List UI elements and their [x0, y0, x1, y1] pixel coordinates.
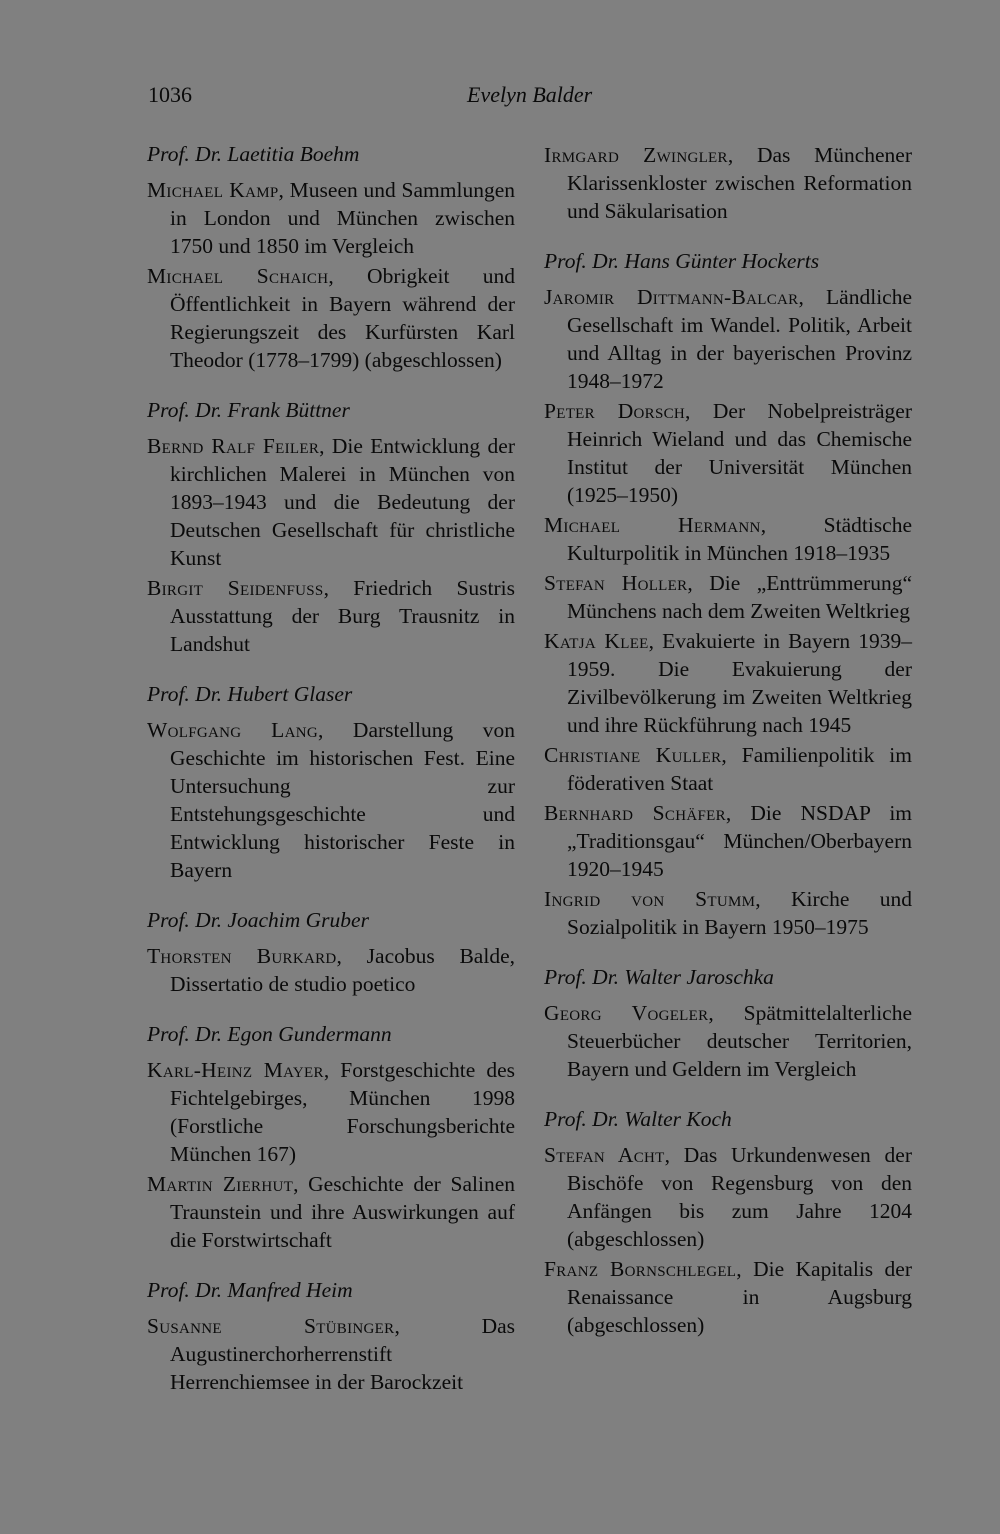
- supervisor-heading: Prof. Dr. Laetitia Boehm: [147, 142, 360, 166]
- entry-title: Geschichte der Salinen Traunstein und ihre Auswirkungen auf die Forstwirtschaft: [170, 1172, 516, 1252]
- thesis-entry: Michael Kamp, Museen und Sammlungen in London und München zwischen 1750 und 1850 im Vergleich: [147, 178, 515, 258]
- running-head: Evelyn Balder: [467, 82, 593, 107]
- thesis-entry: Wolfgang Lang, Darstellung von Geschichte im historischen Fest. Eine Untersuchung zur Entstehungsgeschichte und Entwicklung historischer Feste in Bayern: [147, 718, 516, 882]
- thesis-entry: Georg Vogeler, Spätmittelalterliche Steuerbücher deutscher Territorien, Bayern und Geldern im Vergleich: [544, 1001, 913, 1081]
- entry-author: Katja Klee: [544, 629, 649, 653]
- entry-author: Wolfgang Lang: [147, 718, 319, 742]
- entry-title: Friedrich Sustris Ausstattung der Burg Trausnitz in Landshut: [170, 576, 515, 656]
- supervisor-section: [544, 141, 912, 225]
- entry-author: Martin Zierhut: [147, 1172, 294, 1196]
- entry-author: Susanne Stübinger: [147, 1314, 395, 1338]
- thesis-entry: Michael Schaich, Obrigkeit und Öffentlichkeit in Bayern während der Regierungszeit des Kurfürsten Karl Theodor (1778–1799) (abgeschlossen): [147, 264, 515, 372]
- thesis-entry: Martin Zierhut, Geschichte der Salinen Traunstein und ihre Auswirkungen auf die Forstwirtschaft: [147, 1172, 516, 1252]
- entry-title: Das Urkundenwesen der Bischöfe von Regensburg von den Anfängen bis zum Jahre 1204 (abgeschlossen): [567, 1143, 912, 1251]
- entry-title: Darstellung von Geschichte im historischen Fest. Eine Untersuchung zur Entstehungsgeschichte und Entwicklung historischer Feste in Bayern: [170, 718, 516, 882]
- right-column: [544, 141, 912, 1361]
- entry-title: Evakuierte in Bayern 1939–1959. Die Evakuierung der Zivilbevölkerung im Zweiten Weltkrieg und ihre Rückführung nach 1945: [567, 629, 912, 737]
- supervisor-heading: Prof. Dr. Hans Günter Hockerts: [544, 249, 820, 273]
- entry-title: Der Nobelpreisträger Heinrich Wieland und das Chemische Institut der Universität München (1925–1950): [567, 399, 913, 507]
- thesis-entry: Franz Bornschlegel, Die Kapitalis der Renaissance in Augsburg (abgeschlossen): [544, 1257, 912, 1337]
- supervisor-section: [544, 963, 912, 1083]
- entry-author: Georg Vogeler: [544, 1001, 709, 1025]
- supervisor-section: [147, 680, 515, 884]
- thesis-entry: Bernd Ralf Feiler, Die Entwicklung der kirchlichen Malerei in München von 1893–1943 und die Bedeutung der Deutschen Gesellschaft für christliche Kunst: [147, 434, 515, 570]
- supervisor-heading: Prof. Dr. Walter Jaroschka: [544, 965, 774, 989]
- entry-title: Die NSDAP im „Traditionsgau“ München/Oberbayern 1920–1945: [567, 801, 913, 881]
- entry-author: Ingrid von Stumm: [544, 887, 756, 911]
- supervisor-section: [147, 906, 515, 998]
- entry-author: Michael Kamp: [147, 178, 279, 202]
- entry-title: Familienpolitik im föderativen Staat: [567, 743, 913, 795]
- thesis-entry: Christiane Kuller, Familienpolitik im föderativen Staat: [544, 743, 913, 795]
- entry-title: Das Münchener Klarissenkloster zwischen Reformation und Säkularisation: [567, 143, 913, 223]
- thesis-entry: Stefan Acht, Das Urkundenwesen der Bischöfe von Regensburg von den Anfängen bis zum Jahre 1204 (abgeschlossen): [544, 1143, 912, 1251]
- entry-title: Die „Enttrümmerung“ Münchens nach dem Zweiten Weltkrieg: [567, 571, 912, 623]
- entry-author: Peter Dorsch: [544, 399, 686, 423]
- thesis-entry: Ingrid von Stumm, Kirche und Sozialpolitik in Bayern 1950–1975: [544, 887, 913, 939]
- thesis-entry: Karl-Heinz Mayer, Forstgeschichte des Fichtelgebirges, München 1998 (Forstliche Forschungsberichte München 167): [147, 1058, 515, 1166]
- page-number: 1036: [148, 82, 192, 107]
- supervisor-section: [544, 247, 912, 941]
- entry-title: Obrigkeit und Öffentlichkeit in Bayern während der Regierungszeit des Kurfürsten Karl Theodor (1778–1799) (abgeschlossen): [170, 264, 515, 372]
- entry-author: Jaromir Dittmann-Balcar: [544, 285, 799, 309]
- supervisor-heading: Prof. Dr. Egon Gundermann: [147, 1022, 392, 1046]
- entry-title: Ländliche Gesellschaft im Wandel. Politik, Arbeit und Alltag in der bayerischen Provinz 1948–1972: [567, 285, 913, 393]
- supervisor-section: [147, 396, 515, 658]
- entry-author: Thorsten Burkard: [147, 944, 337, 968]
- entry-author: Stefan Acht: [544, 1143, 665, 1167]
- thesis-entry: Irmgard Zwingler, Das Münchener Klarissenkloster zwischen Reformation und Säkularisation: [544, 143, 913, 223]
- supervisor-section: [147, 140, 515, 374]
- thesis-entry: Katja Klee, Evakuierte in Bayern 1939–1959. Die Evakuierung der Zivilbevölkerung im Zweiten Weltkrieg und ihre Rückführung nach 1945: [544, 629, 912, 737]
- entry-title: Kirche und Sozialpolitik in Bayern 1950–1975: [567, 887, 913, 939]
- supervisor-section: [544, 1105, 912, 1339]
- entry-author: Irmgard Zwingler: [544, 143, 728, 167]
- entry-author: Stefan Holler: [544, 571, 688, 595]
- thesis-entry: Jaromir Dittmann-Balcar, Ländliche Gesellschaft im Wandel. Politik, Arbeit und Alltag in der bayerischen Provinz 1948–1972: [544, 285, 913, 393]
- entry-title: Die Entwicklung der kirchlichen Malerei in München von 1893–1943 und die Bedeutung der Deutschen Gesellschaft für christliche Kunst: [170, 434, 515, 570]
- supervisor-heading: Prof. Dr. Frank Büttner: [147, 398, 350, 422]
- thesis-entry: Michael Hermann, Städtische Kulturpolitik in München 1918–1935: [544, 513, 913, 565]
- entry-title: Spätmittelalterliche Steuerbücher deutscher Territorien, Bayern und Geldern im Vergleich: [567, 1001, 913, 1081]
- entry-title: Das Augustinerchorherrenstift Herrenchiemsee in der Barockzeit: [170, 1314, 515, 1394]
- left-column: [147, 140, 515, 1418]
- thesis-entry: Susanne Stübinger, Das Augustinerchorherrenstift Herrenchiemsee in der Barockzeit: [147, 1314, 515, 1394]
- page-header: [0, 82, 1000, 114]
- thesis-entry: Bernhard Schäfer, Die NSDAP im „Traditionsgau“ München/Oberbayern 1920–1945: [544, 801, 913, 881]
- entry-title: Die Kapitalis der Renaissance in Augsburg (abgeschlossen): [567, 1257, 912, 1337]
- entry-author: Michael Schaich: [147, 264, 329, 288]
- supervisor-section: [147, 1020, 515, 1254]
- entry-title: Museen und Sammlungen in London und München zwischen 1750 und 1850 im Vergleich: [170, 178, 515, 258]
- entry-author: Michael Hermann: [544, 513, 761, 537]
- supervisor-heading: Prof. Dr. Hubert Glaser: [147, 682, 353, 706]
- thesis-entry: Peter Dorsch, Der Nobelpreisträger Heinrich Wieland und das Chemische Institut der Universität München (1925–1950): [544, 399, 913, 507]
- entry-author: Birgit Seidenfuss: [147, 576, 324, 600]
- entry-title: Forstgeschichte des Fichtelgebirges, München 1998 (Forstliche Forschungsberichte München 167): [170, 1058, 515, 1166]
- thesis-entry: Thorsten Burkard, Jacobus Balde, Dissertatio de studio poetico: [147, 944, 515, 996]
- entry-title: Jacobus Balde, Dissertatio de studio poetico: [170, 944, 515, 996]
- entry-author: Christiane Kuller: [544, 743, 722, 767]
- entry-author: Franz Bornschlegel: [544, 1257, 737, 1281]
- supervisor-section: [147, 1276, 515, 1396]
- thesis-entry: Birgit Seidenfuss, Friedrich Sustris Ausstattung der Burg Trausnitz in Landshut: [147, 576, 515, 656]
- supervisor-heading: Prof. Dr. Joachim Gruber: [147, 908, 369, 932]
- supervisor-heading: Prof. Dr. Manfred Heim: [147, 1278, 353, 1302]
- supervisor-heading: Prof. Dr. Walter Koch: [544, 1107, 732, 1131]
- entry-title: Städtische Kulturpolitik in München 1918–1935: [567, 513, 913, 565]
- entry-author: Karl-Heinz Mayer: [147, 1058, 324, 1082]
- entry-author: Bernd Ralf Feiler: [147, 434, 320, 458]
- entry-author: Bernhard Schäfer: [544, 801, 726, 825]
- thesis-entry: Stefan Holler, Die „Enttrümmerung“ Münchens nach dem Zweiten Weltkrieg: [544, 571, 912, 623]
